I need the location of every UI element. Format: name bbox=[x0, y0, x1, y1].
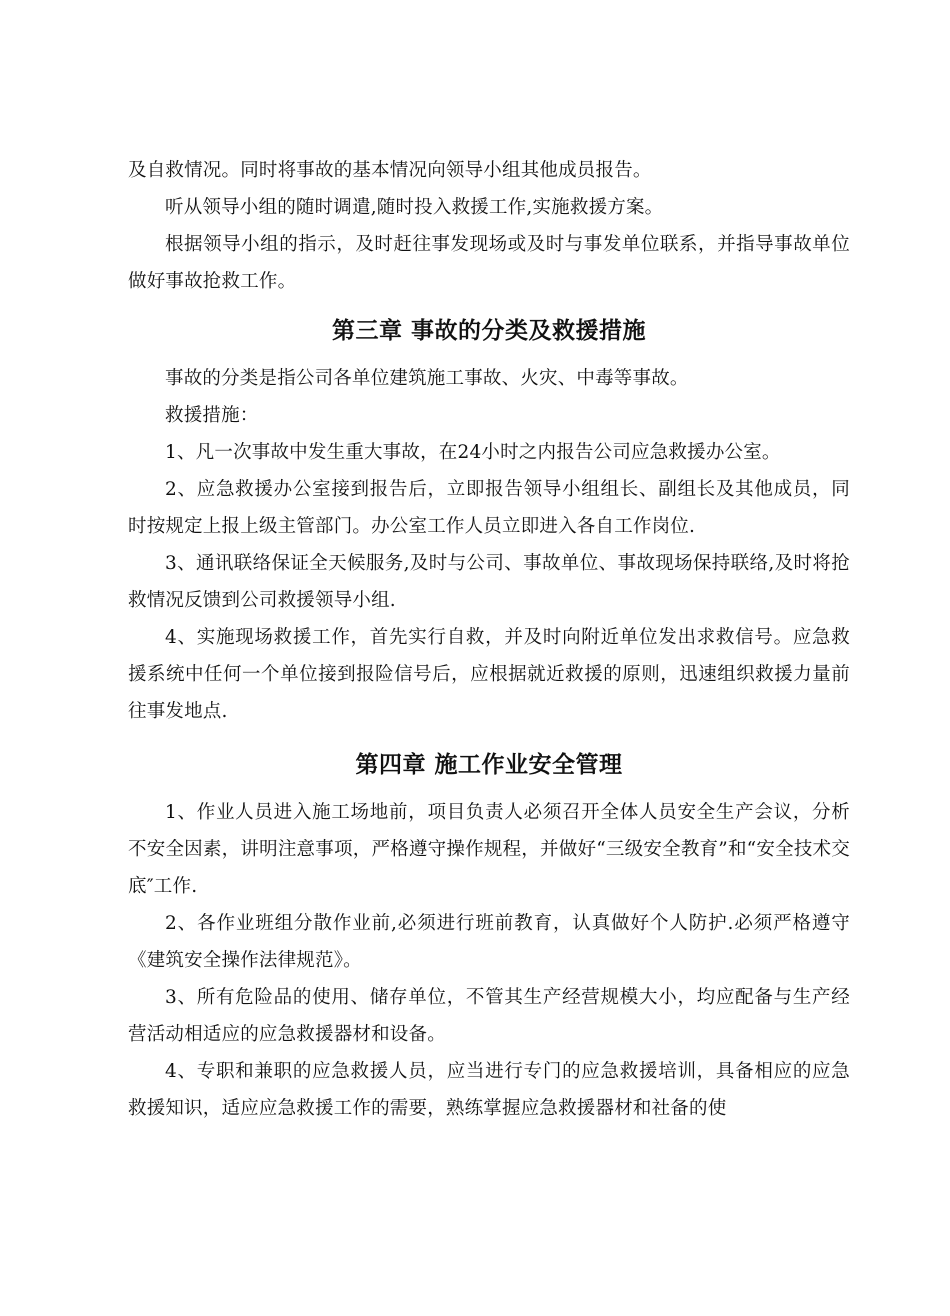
intro-paragraph-2: 听从领导小组的随时调遣,随时投入救援工作,实施救援方案。 bbox=[165, 197, 664, 218]
chapter-3-paragraph-4: 2、应急救援办公室接到报告后，立即报告领导小组组长、副组长及其他成员，同时按规定上报上级主管部门。办公室工作人员立即进入各自工作岗位. bbox=[128, 479, 850, 537]
chapter-3-paragraph-5: 3、通讯联络保证全天候服务,及时与公司、事故单位、事故现场保持联络,及时将抢救情况反馈到公司救援领导小组. bbox=[128, 553, 850, 611]
chapter-3-paragraph-2: 救援措施： bbox=[165, 405, 259, 426]
chapter-4-heading: 第四章 施工作业安全管理 bbox=[355, 752, 623, 778]
chapter-3-paragraph-3: 1、凡一次事故中发生重大事故，在24小时之内报告公司应急救援办公室。 bbox=[165, 442, 781, 463]
chapter-4-paragraph-4: 4、专职和兼职的应急救援人员，应当进行专门的应急救援培训，具备相应的应急救援知识，适应应急救援工作的需要，熟练掌握应急救援器材和社备的使 bbox=[128, 1061, 850, 1119]
chapter-4-paragraph-1: 1、作业人员进入施工场地前，项目负责人必须召开全体人员安全生产会议，分析不安全因素，讲明注意事项，严格遵守操作规程，并做好“三级安全教育”和“安全技术交底″工作. bbox=[128, 802, 850, 897]
chapter-3-heading: 第三章 事故的分类及救援措施 bbox=[331, 318, 646, 344]
intro-paragraph-3: 根据领导小组的指示，及时赶往事发现场或及时与事发单位联系，并指导事故单位做好事故抢救工作。 bbox=[128, 234, 850, 292]
chapter-4-paragraph-3: 3、所有危险品的使用、储存单位，不管其生产经营规模大小，均应配备与生产经营活动相适应的应急救援器材和设备。 bbox=[128, 987, 850, 1045]
chapter-3-paragraph-1: 事故的分类是指公司各单位建筑施工事故、火灾、中毒等事故。 bbox=[165, 368, 689, 389]
document-page bbox=[128, 152, 850, 1127]
chapter-3-paragraph-6: 4、实施现场救援工作，首先实行自救，并及时向附近单位发出求救信号。应急救援系统中任何一个单位接到报险信号后，应根据就近救援的原则，迅速组织救援力量前往事发地点. bbox=[128, 627, 850, 722]
intro-paragraph-1: 及自救情况。同时将事故的基本情况向领导小组其他成员报告。 bbox=[128, 160, 652, 181]
chapter-4-paragraph-2: 2、各作业班组分散作业前,必须进行班前教育，认真做好个人防护.必须严格遵守《建筑安全操作法律规范》。 bbox=[128, 913, 850, 971]
